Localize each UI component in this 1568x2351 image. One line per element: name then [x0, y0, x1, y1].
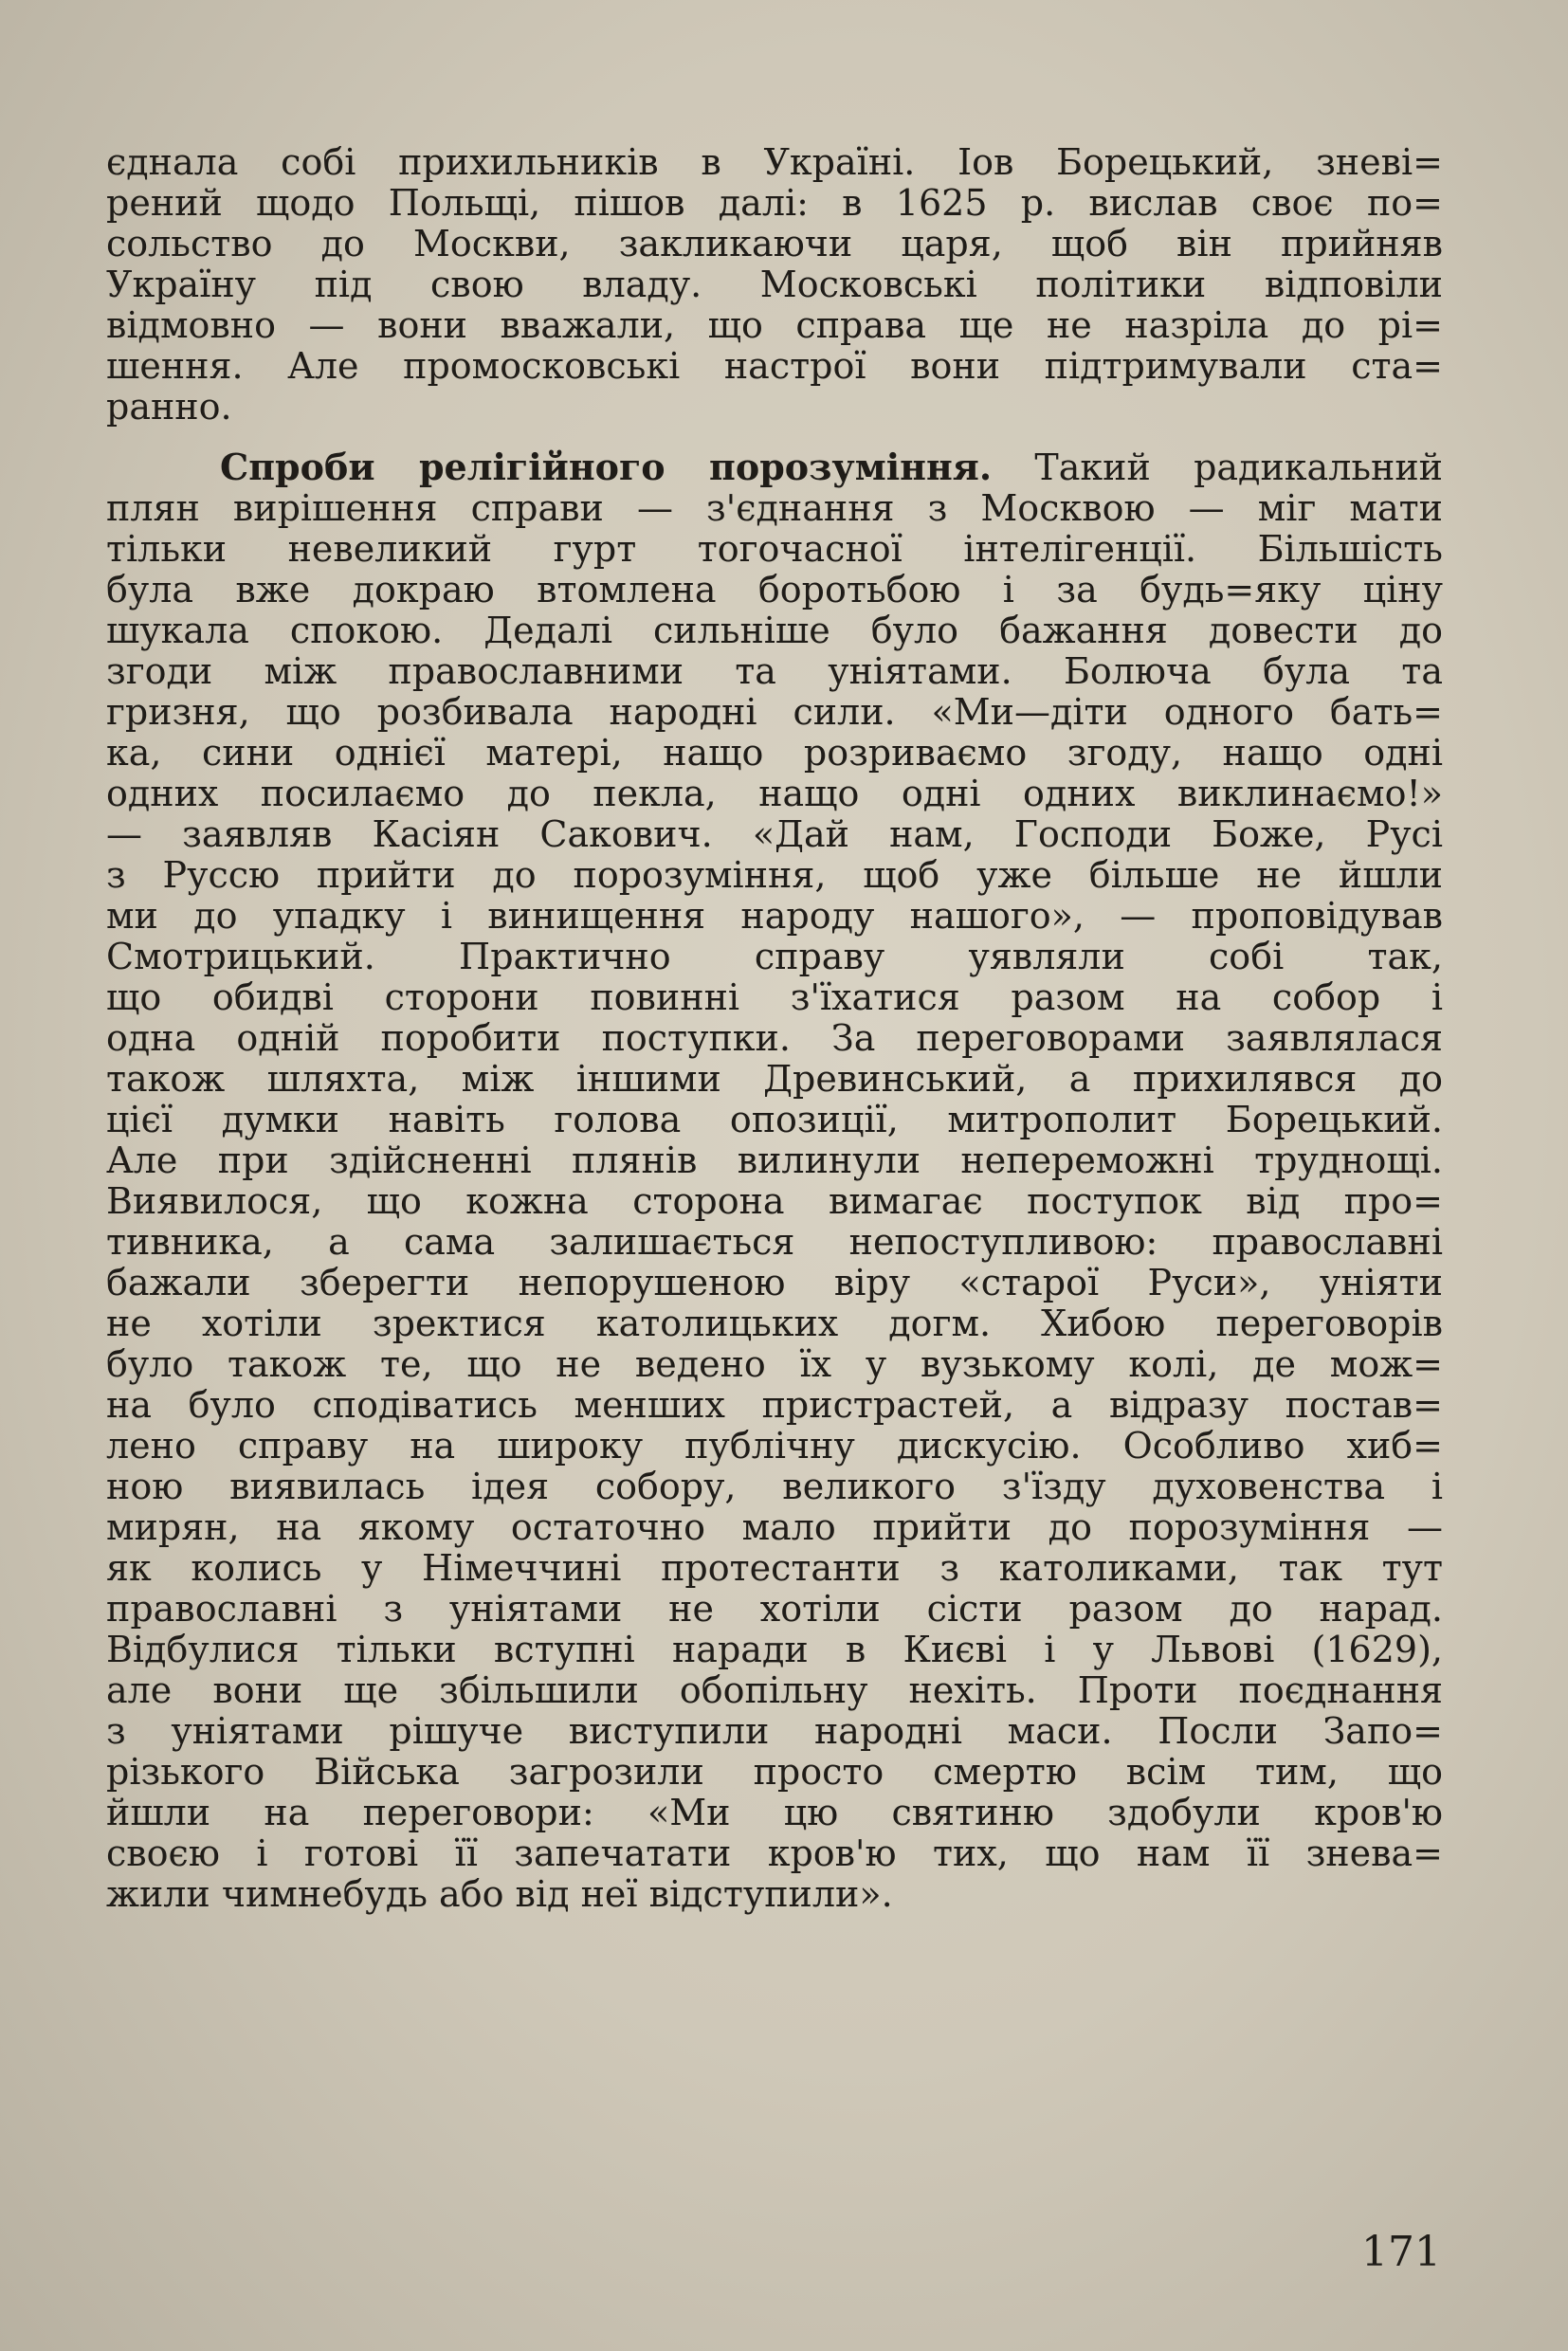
text-line — [106, 183, 1443, 224]
line-text: Україну під свою владу. Московські політики відповіли — [106, 264, 1443, 305]
text-line — [106, 1670, 1443, 1711]
line-text: шукала спокою. Дедалі сильніше було бажання довести до — [106, 610, 1443, 651]
text-line — [106, 977, 1443, 1018]
line-text: Але при здійсненні плянів вилинули непереможні труднощі. — [106, 1139, 1443, 1181]
text-line — [106, 651, 1443, 692]
line-text: Смотрицький. Практично справу уявляли собі так, — [106, 936, 1443, 977]
text-line — [106, 1589, 1443, 1630]
text-line — [106, 224, 1443, 264]
text-line — [106, 1630, 1443, 1670]
text-line — [106, 1548, 1443, 1589]
text-line — [106, 305, 1443, 346]
text-line — [106, 387, 1443, 428]
text-line — [106, 570, 1443, 611]
line-text: на було сподіватись менших пристрастей, а відразу постав= — [106, 1384, 1443, 1426]
text-line — [106, 1263, 1443, 1303]
line-text: сольство до Москви, закликаючи царя, щоб він прийняв — [106, 223, 1443, 264]
line-text: з уніятами рішуче виступили народні маси. Посли Запо= — [106, 1710, 1443, 1752]
text-line — [106, 529, 1443, 570]
line-text: тільки невеликий гурт тогочасної інтелігенції. Більшість — [106, 528, 1443, 570]
line-text: єднала собі прихильників в Україні. Іов Борецький, зневі= — [106, 141, 1443, 183]
line-text: також шляхта, між іншими Древинський, а прихилявся до — [106, 1058, 1443, 1100]
text-line — [106, 1752, 1443, 1793]
line-text: що обидві сторони повинні з'їхатися разом на собор і — [106, 976, 1443, 1018]
text-line — [106, 1303, 1443, 1344]
paragraph-1 — [106, 142, 1443, 428]
paragraph-gap — [106, 428, 1443, 447]
line-text: плян вирішення справи — з'єднання з Москвою — міг мати — [106, 487, 1443, 529]
paragraph-2 — [106, 447, 1443, 1915]
line-text: різького Війська загрозили просто смертю всім тим, що — [106, 1751, 1443, 1793]
line-text: тивника, а сама залишається непоступливою: православні — [106, 1221, 1443, 1263]
line-text: рений щодо Польщі, пішов далі: в 1625 р. вислав своє по= — [106, 182, 1443, 224]
line-text: Виявилося, що кожна сторона вимагає поступок від про= — [106, 1180, 1443, 1222]
line-text: Такий радикальний — [992, 447, 1443, 488]
line-text: православні з уніятами не хотіли сісти разом до нарад. — [106, 1588, 1443, 1630]
line-text: не хотіли зректися католицьких догм. Хибою переговорів — [106, 1303, 1443, 1344]
line-text: було також те, що не ведено їх у вузькому колі, де мож= — [106, 1343, 1443, 1385]
line-text: як колись у Німеччині протестанти з католиками, так тут — [106, 1547, 1443, 1589]
line-text: ка, сини однієї матері, нащо розриваємо згоду, нащо одні — [106, 732, 1443, 774]
line-text: одних посилаємо до пекла, нащо одні одних виклинаємо!» — [106, 773, 1443, 814]
text-line — [106, 1711, 1443, 1752]
text-line — [106, 1181, 1443, 1222]
line-text: одна одній поробити поступки. За переговорами заявлялася — [106, 1017, 1443, 1059]
text-line — [106, 1059, 1443, 1100]
line-text: своєю і готові її запечатати кров'ю тих, що нам її знева= — [106, 1832, 1443, 1874]
line-text: цієї думки навіть голова опозиції, митрополит Борецький. — [106, 1099, 1443, 1140]
text-line — [106, 1100, 1443, 1140]
line-text: відмовно — вони вважали, що справа ще не назріла до рі= — [106, 304, 1443, 346]
text-line — [106, 814, 1443, 855]
text-line — [106, 1467, 1443, 1507]
section-heading: Спроби релігійного порозуміння. — [220, 446, 993, 488]
text-line — [106, 1426, 1443, 1467]
text-line — [106, 1793, 1443, 1833]
line-text: ранно. — [106, 386, 232, 428]
line-text: мирян, на якому остаточно мало прийти до порозуміння — — [106, 1506, 1443, 1548]
line-text: йшли на переговори: «Ми цю святиню здобули кров'ю — [106, 1792, 1443, 1833]
text-line — [106, 896, 1443, 937]
text-line — [106, 937, 1443, 977]
text-line — [106, 733, 1443, 774]
line-text: шення. Але промосковські настрої вони підтримували ста= — [106, 345, 1443, 387]
line-text: але вони ще збільшили обопільну нехіть. Проти поєднання — [106, 1669, 1443, 1711]
text-line — [106, 774, 1443, 814]
text-line — [106, 1874, 1443, 1915]
text-line — [106, 1385, 1443, 1426]
text-line — [106, 1344, 1443, 1385]
line-text: лено справу на широку публічну дискусію. Особливо хиб= — [106, 1425, 1443, 1467]
line-text: Відбулися тільки вступні наради в Києві і у Львові (1629), — [106, 1629, 1443, 1670]
text-line — [106, 692, 1443, 733]
line-text: ною виявилась ідея собору, великого з'їзду духовенства і — [106, 1466, 1443, 1507]
text-line — [106, 264, 1443, 305]
line-text: згоди між православними та уніятами. Болюча була та — [106, 650, 1443, 692]
line-text: з Руссю прийти до порозуміння, щоб уже більше не йшли — [106, 854, 1443, 896]
line-text: жили чимнебудь або від неї відступили». — [106, 1873, 893, 1915]
body-text — [106, 142, 1443, 1915]
text-line — [106, 1507, 1443, 1548]
line-text: була вже докраю втомлена боротьбою і за будь=яку ціну — [106, 569, 1443, 611]
line-text: — заявляв Касіян Сакович. «Дай нам, Господи Боже, Русі — [106, 813, 1443, 855]
text-line — [106, 142, 1443, 183]
text-line — [106, 1018, 1443, 1059]
text-line — [106, 611, 1443, 651]
line-text: гризня, що розбивала народні сили. «Ми—діти одного бать= — [106, 691, 1443, 733]
page-number: 171 — [1361, 2228, 1441, 2276]
line-text: бажали зберегти непорушеною віру «старої Руси», уніяти — [106, 1262, 1443, 1303]
text-line — [106, 447, 1443, 488]
text-line — [106, 1222, 1443, 1263]
text-line — [106, 1833, 1443, 1874]
text-line — [106, 1140, 1443, 1181]
text-line — [106, 346, 1443, 387]
text-line — [106, 855, 1443, 896]
text-line — [106, 488, 1443, 529]
line-text: ми до упадку і винищення народу нашого», — проповідував — [106, 895, 1443, 937]
